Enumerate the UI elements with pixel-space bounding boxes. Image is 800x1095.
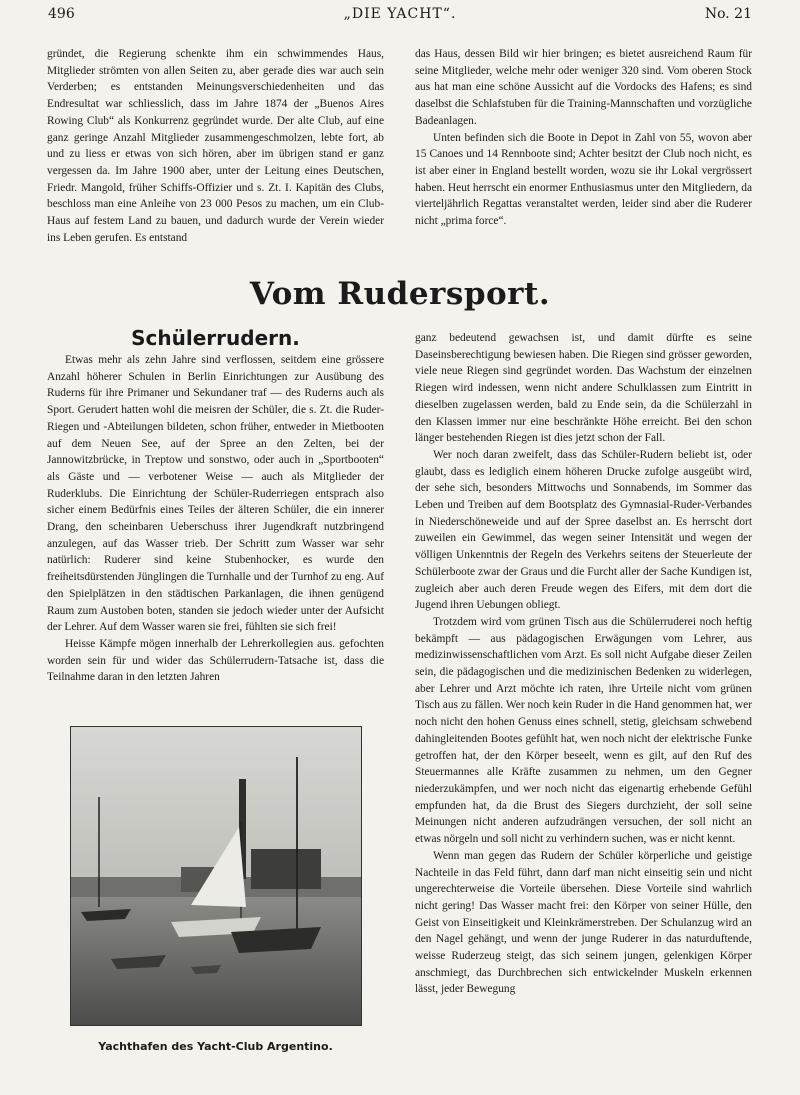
paragraph: Unten befinden sich die Boote in Depot in Zahl von 55, wovon aber 15 Canoes und 14 Rennboote sind; Achter besitzt der Club noch nicht, es ist aber einer in England bestellt worden, wozu sie ihr Lokal vergrössert haben. Heut herrscht ein enormer Enthusiasmus unter den Mitgliedern, da vierteljährlich Regattas veranstaltet werden, leider sind aber die Ruderer nicht „prima force“. <box>415 131 752 228</box>
page-header <box>46 4 754 26</box>
column-top-right <box>415 46 752 230</box>
paragraph: Wenn man gegen das Rudern der Schüler körperliche und geistige Nachteile in das Feld führt, dann darf man nicht einseitig sein und nicht ungerechterweise die Vorteile übersehen. Diese Vorteile sind wahrlich nicht gering! Das Wasser macht frei: den Körper von seiner Hülle, den Geist von Einseitigkeit und Kleinkrämerstreben. Der Schulanzug wird an den Nagel gehängt, und wenn der junge Ruderer in das naturduftende, weisse Ruderzeug steigt, das sich seinem jungen, gelenkigen Körper anschmiegt, das Durchbrechen sich entwickelnder Muskeln erkennen lässt, jeder Bewegung <box>415 849 752 996</box>
harbor-photo <box>70 726 362 1026</box>
column-top-left <box>47 46 384 246</box>
article-title: Schülerrudern. <box>131 326 300 350</box>
harbor-photo-illustration <box>71 727 361 1025</box>
column-bottom-right <box>415 330 752 998</box>
section-title: Vom Rudersport. <box>249 276 551 312</box>
journal-title: „DIE YACHT“. <box>343 6 457 22</box>
paragraph: ganz bedeutend gewachsen ist, und damit dürfte es seine Daseinsberechtigung bewiesen haben. Die Riegen sind grösser geworden, viele neue Riegen sind gegründet worden. Das Wachstum der einzelnen Riegen wird indessen, wenn nicht andere Schulklassen zum Eintritt in dieselben zugelassen werden, bald zu Ende sein, da die Schülerzahl in den Klassen immer nur eine beschränkte Höhe erreicht. Bei den schon länger bestehenden Riegen ist dies jetzt schon der Fall. <box>415 332 752 445</box>
paragraph: Wer noch daran zweifelt, dass das Schüler-Rudern beliebt ist, oder glaubt, dass es lediglich einem höheren Drucke zufolge ausgeübt wird, der sehe sich, besonders Mittwochs und Sonnabends, im Sommer das Leben und Treiben auf dem Bootsplatz des Gymnasial-Ruder-Verbandes in Niederschöneweide und auf der Spree daselbst an. Es herrscht dort zuweilen ein Gewimmel, das wegen seiner Intensität und wegen der völligen Unkenntnis der Regeln des Verkehrs seitens der Steuerleute der Schülerboote zwar der Graus und die Furcht aller der Sache Kundigen ist, zugleich aber auch deren Freude wegen des Eifers, mit dem dort die Jugend ihren Uebungen obliegt. <box>415 448 752 612</box>
issue-number: No. 21 <box>704 6 752 22</box>
column-bottom-left <box>47 352 384 686</box>
paragraph: gründet, die Regierung schenkte ihm ein schwimmendes Haus, Mitglieder strömten von allen Seiten zu, aber gerade dies war auch sein Verderben; es entstanden Meinungsverschiedenheiten und das Endresultat war schliesslich, dass im Jahre 1874 der „Buenos Aires Rowing Club“ als Konkurrenz gegründet wurde. Der alte Club, auf eine ganz geringe Anzahl Mitglieder zusammengeschmolzen, lebte fort, ab und zu liess er etwas von sich hören, aber im übrigen stand er ganz vergessen da. Im Jahre 1900 aber, unter der Leitung eines Deutschen, Friedr. Mangold, früher Schiffs-Offizier und s. Zt. I. Kapitän des Clubs, beschloss man eine Anleihe von 23 000 Pesos zu machen, um ein Club-Haus auf festem Land zu bauen, und dadurch wurde der Verein wieder ins Leben gerufen. Es entstand <box>47 48 384 244</box>
paragraph: Heisse Kämpfe mögen innerhalb der Lehrerkollegien aus. gefochten worden sein für und wider das Schülerrudern-Tatsache ist, dass die Teilnahme daran in den letzten Jahren <box>47 637 384 684</box>
page-number: 496 <box>48 6 75 22</box>
paragraph: Trotzdem wird vom grünen Tisch aus die Schülerruderei noch heftig bekämpft — aus pädagogischen Erwägungen vom Lehrer, aus medizinwissenschaftlichen vom Arzt. Es soll nicht Aufgabe dieser Zeilen sein, die pädagogischen und die medizinischen Bedenken zu widerlegen, aber Lehrer und Arzt möchte ich raten, ihre Urteile nicht vom grünen Tisch aus zu fällen. Wer noch kein Ruder in die Hand genommen hat, wer noch nicht den hohen Genuss eines schnell, stetig, gleichsam schwebend dahingleitenden Bootes gefühlt hat, wen noch nicht der elektrische Funke getroffen hat, der den Körper beseelt, wenn es gilt, auf den Ruf des Steuermannes alle Kräfte zusammen zu nehmen, um den Gegner niederzukämpfen, und wer noch nicht das eigenartig erhebende Gefühl empfunden hat, da die Brust des Siegers durchzieht, der soll seine Meinungen nicht anderen aufzudrängen versuchen, der soll nicht an etwas nörgeln und soll nicht zu verhindern suchen, was er nicht kennt. <box>415 615 752 846</box>
photo-caption: Yachthafen des Yacht-Club Argentino. <box>98 1040 333 1053</box>
paragraph: Etwas mehr als zehn Jahre sind verflossen, seitdem eine grössere Anzahl höherer Schulen in Berlin Einrichtungen zur Ausübung des Ruderns für ihre Primaner und Sekundaner traf — des Ruderns auch als Sport. Gerudert hatten wohl die meisren der Schüler, die s. Zt. die Ruder-Riegen und -Abteilungen bildeten, schon früher, entweder in Mietbooten auf dem Neuen See, auf der Spree an den Zelten, bei der Jannowitzbrücke, in Treptow und sonstwo, oder auch in „Sportbooten“ als Gäste und — verbotener Weise — auch als Mitglieder der Ruderklubs. Die Einrichtung der Schüler-Ruderriegen entsprach also sicher einem Bedürfnis eines Teiles der älteren Schüler, die ein innerer Drang, den scheinbaren Ueberschuss ihrer Jugendkraft nutzbringend anzulegen, auf das Wasser trieb. Der Schritt zum Wasser war sehr natürlich: Ruderer sind keine Stubenhocker, es wurde den freiheitsdürstenden Jünglingen die Turnhalle und der Turnhof zu eng. Auf den Spielplätzen in den städtischen Parkanlagen, die ihnen genügend Raum zum Austoben boten, standen sie jedoch wieder unter der Aufsicht der Lehrer. Auf dem Wasser waren sie frei, fühlten sie sich frei! <box>47 354 384 634</box>
paragraph: das Haus, dessen Bild wir hier bringen; es bietet ausreichend Raum für seine Mitglieder, welche mehr oder weniger 320 sind. Vom oberen Stock aus hat man eine schöne Aussicht auf die Vordocks des Hafens; es sind daselbst die Schlafstuben für die Training-Mannschaften und vorzügliche Badeanlagen. <box>415 48 752 127</box>
